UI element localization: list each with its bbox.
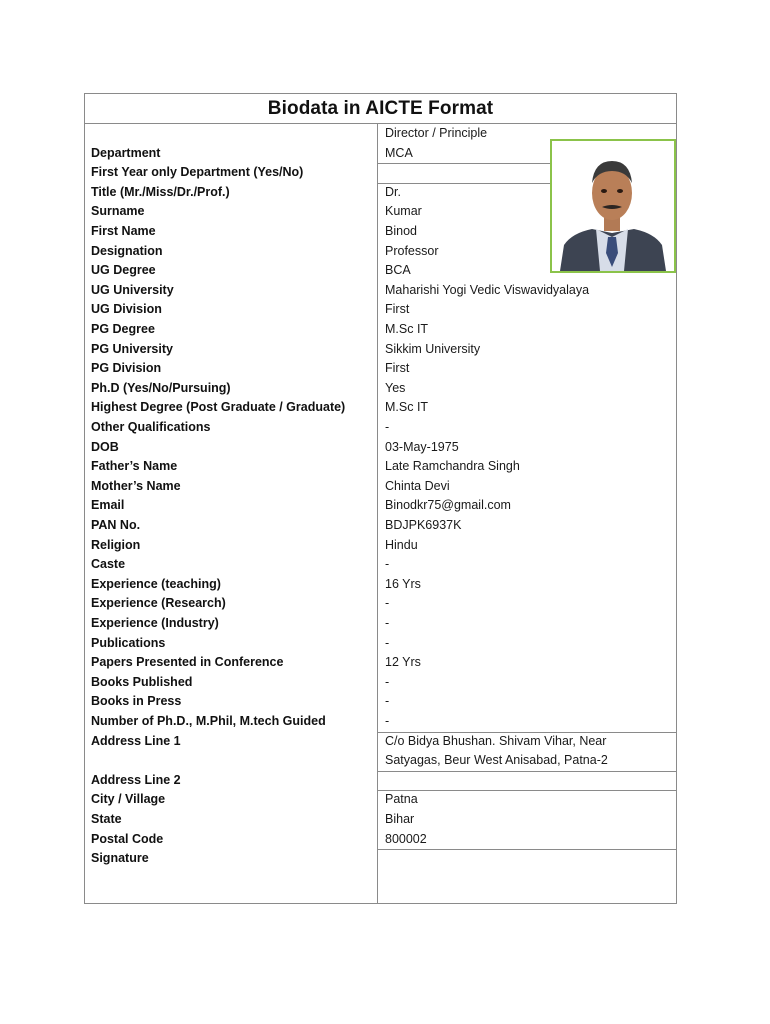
field-value: M.Sc IT <box>385 400 429 415</box>
field-value: 12 Yrs <box>385 655 421 670</box>
profile-photo <box>550 139 676 273</box>
field-value: Hindu <box>385 537 418 552</box>
field-value: Binodkr75@gmail.com <box>385 498 511 513</box>
field-label: Ph.D (Yes/No/Pursuing) <box>91 380 231 395</box>
field-label: UG Division <box>91 302 162 317</box>
value-divider <box>377 732 676 733</box>
field-value: Kumar <box>385 204 422 219</box>
field-label: Mother’s Name <box>91 478 181 493</box>
field-value: 800002 <box>385 831 427 846</box>
field-label: Experience (Industry) <box>91 616 219 630</box>
field-value: Binod <box>385 224 417 238</box>
field-value: - <box>385 694 390 709</box>
field-value: - <box>385 557 390 572</box>
field-value: - <box>385 596 390 611</box>
field-label: Caste <box>91 557 126 572</box>
field-label: City / Village <box>91 792 166 807</box>
field-value: 03-May-1975 <box>385 439 459 454</box>
field-label: Surname <box>91 204 145 219</box>
field-label: Books in Press <box>91 694 182 709</box>
field-value: MCA <box>385 145 413 160</box>
field-value: BDJPK6937K <box>385 518 462 532</box>
value-divider <box>377 771 676 772</box>
field-label: Books Published <box>91 674 193 689</box>
field-value: - <box>385 420 390 434</box>
field-label: Publications <box>91 635 166 650</box>
field-label: Title (Mr./Miss/Dr./Prof.) <box>91 184 230 199</box>
field-value: Bihar <box>385 812 415 826</box>
field-label: Address Line 2 <box>91 772 181 787</box>
field-label: PG Division <box>91 361 162 376</box>
field-value-line2: Satyagas, Beur West Anisabad, Patna-2 <box>385 753 608 768</box>
field-value: First <box>385 302 410 317</box>
field-value: Dr. <box>385 184 401 199</box>
header-value: Director / Principle <box>385 126 488 140</box>
field-label: Designation <box>91 243 163 258</box>
field-label: Email <box>91 498 125 513</box>
field-value: First <box>385 361 410 376</box>
field-value: - <box>385 635 390 650</box>
field-value: - <box>385 616 390 630</box>
field-value: - <box>385 714 390 728</box>
field-label: Papers Presented in Conference <box>91 655 284 670</box>
field-label: PAN No. <box>91 518 141 532</box>
field-value: Professor <box>385 243 439 258</box>
field-value: 16 Yrs <box>385 576 421 591</box>
field-label: Other Qualifications <box>91 420 211 434</box>
field-label: Religion <box>91 537 141 552</box>
field-label: Experience (Research) <box>91 596 226 611</box>
field-label: UG Degree <box>91 263 156 278</box>
field-value: Chinta Devi <box>385 478 450 493</box>
field-value: C/o Bidya Bhushan. Shivam Vihar, Near <box>385 733 607 748</box>
field-label: First Year only Department (Yes/No) <box>91 165 304 180</box>
field-value: Patna <box>385 792 418 807</box>
field-value: Yes <box>385 380 406 395</box>
field-value: BCA <box>385 263 411 278</box>
field-value: Sikkim University <box>385 341 481 356</box>
field-value: - <box>385 674 390 689</box>
field-label: UG University <box>91 282 174 297</box>
profile-photo-image <box>552 141 674 271</box>
field-label: Father’s Name <box>91 459 178 474</box>
field-label: PG Degree <box>91 322 155 336</box>
field-label: DOB <box>91 439 119 454</box>
value-divider <box>377 790 676 791</box>
value-divider <box>377 849 676 850</box>
column-divider <box>377 123 378 903</box>
document-title: Biodata in AICTE Format <box>85 94 676 124</box>
field-label: Address Line 1 <box>91 733 181 748</box>
field-value: M.Sc IT <box>385 322 429 336</box>
field-label: Signature <box>91 851 149 866</box>
field-label: Experience (teaching) <box>91 576 221 591</box>
field-label: PG University <box>91 341 173 356</box>
field-value: Maharishi Yogi Vedic Viswavidyalaya <box>385 282 590 297</box>
field-label: Department <box>91 145 161 160</box>
field-label: First Name <box>91 224 156 238</box>
field-label: Number of Ph.D., M.Phil, M.tech Guided <box>91 714 326 728</box>
field-value: Late Ramchandra Singh <box>385 459 520 474</box>
field-label: State <box>91 812 122 826</box>
field-label: Highest Degree (Post Graduate / Graduate) <box>91 400 346 415</box>
field-label: Postal Code <box>91 831 164 846</box>
